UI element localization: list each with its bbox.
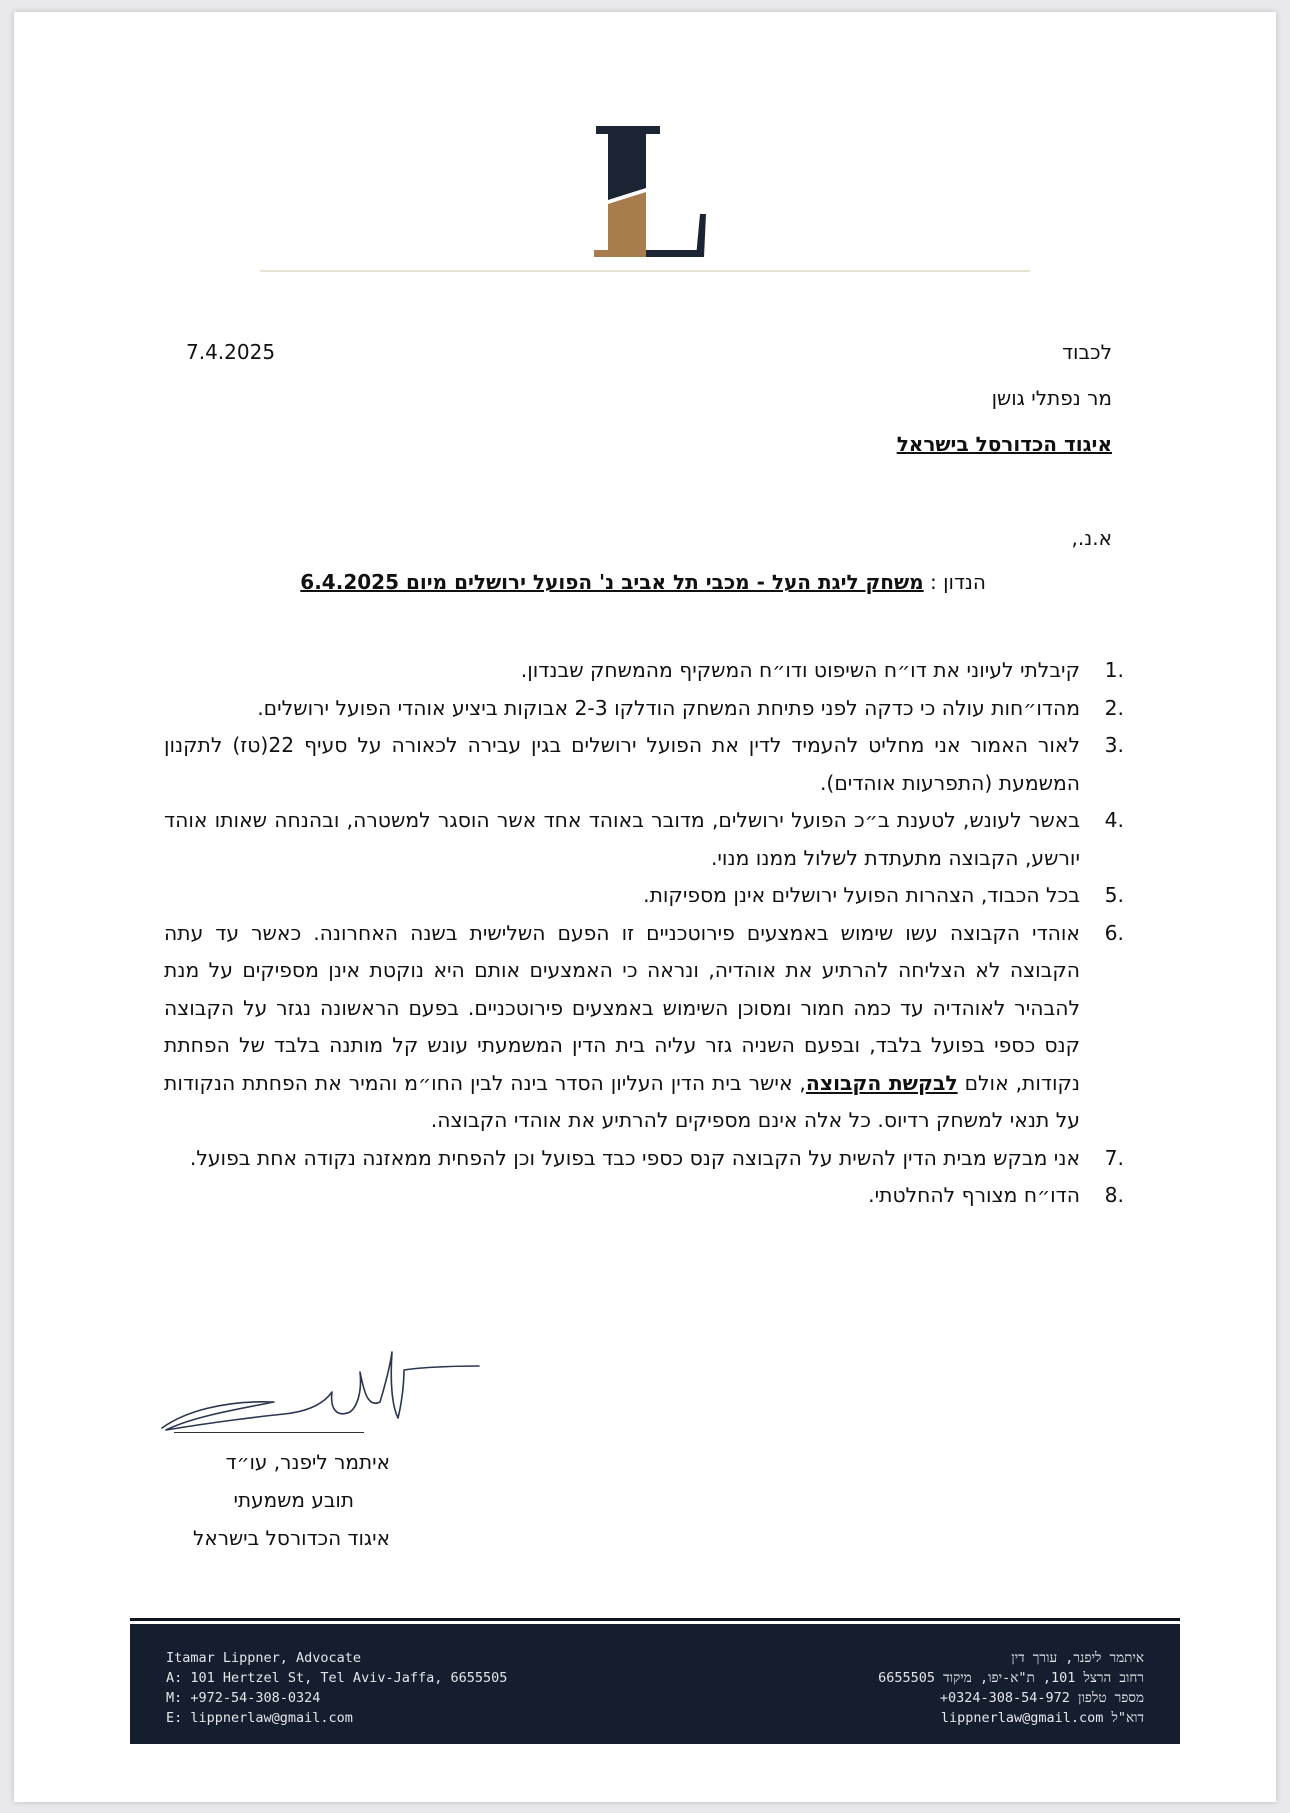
- lippner-logo: [584, 112, 734, 272]
- list-item: 7. אני מבקש מבית הדין להשית על הקבוצה קנס כספי כבד בפועל וכן להפחית ממאזנה נקודה אחת בפועל.: [189, 1145, 1124, 1170]
- signatory-role: תובע משמעתי: [233, 1488, 354, 1512]
- letterhead-footer: [130, 1618, 1180, 1744]
- letter-date: 7.4.2025: [186, 340, 276, 364]
- list-item: 4. באשר לעונש, לטענת ב״כ הפועל ירושלים, מדובר באוהד אחד אשר הוסגר למשטרה, ובהנחה שאותו אוהד יורשע, הקבוצה מתעתדת לשלול ממנו מנוי.: [164, 808, 1124, 870]
- salutation: א.נ.,: [1071, 526, 1112, 550]
- list-item: 2. מהדו״חות עולה כי כדקה לפני פתיחת המשחק הודלקו 2-3 אבוקות ביציע אוהדי הפועל ירושלים.: [257, 695, 1124, 720]
- signature-line: [174, 1432, 364, 1433]
- recipient-organization: איגוד הכדורסל בישראל: [896, 432, 1112, 456]
- handwritten-signature: [154, 1342, 484, 1442]
- footer-top-rule: [130, 1618, 1180, 1624]
- footer-contact-hebrew: איתמר ליפנר, עורך דין רחוב הרצל 101, ת"א-יפו, מיקוד 6655505 מספר טלפון 0324-308-54-972+ דוא"ל lippnerlaw@gmail.com: [878, 1650, 1144, 1726]
- list-item: 6. אוהדי הקבוצה עשו שימוש באמצעים פירוטכניים זו הפעם השלישית בשנה האחרונה. כאשר עד עתה הקבוצה לא הצליחה להרתיע את אוהדיה, ונראה כי האמצעים אותם היא נוקטת אינן מספיקים על מנת להבהיר לאוהדיה עד כמה חמור ומסוכן השימוש באמצעים פירוטכניים. בפעם הראשונה נגזר על הקבוצה קנס כספי בפועל בלבד, ובפעם השניה גזר עליה בית הדין המשמעתי עונש קל מותנה בלבד של הפחתת נקודות, אולם לבקשת הקבוצה, אישר בית הדין העליון הסדר בינה לבין החו״מ והמיר את הפחתת הנקודות על תנאי למשחק רדיוס. כל אלה אינם מספיקים להרתיע את אוהדי הקבוצה.: [164, 920, 1124, 1132]
- signatory-organization: איגוד הכדורסל בישראל: [192, 1526, 390, 1550]
- footer-contact-english: Itamar Lippner, Advocate A: 101 Hertzel St, Tel Aviv-Jaffa, 6655505 M: +972-54-308-0324 E: lippnerlaw@gmail.com: [166, 1650, 508, 1726]
- subject-text: משחק ליגת העל - מכבי תל אביב נ' הפועל ירושלים מיום 6.4.2025: [300, 570, 924, 594]
- recipient-name: מר נפתלי גושן: [991, 386, 1112, 410]
- list-item: 3. לאור האמור אני מחליט להעמיד לדין את הפועל ירושלים בגין עבירה לכאורה על סעיף 22(טז) לתקנון המשמעת (התפרעות אוהדים).: [164, 733, 1124, 795]
- decision-items: [164, 652, 1124, 1215]
- header-divider: [260, 270, 1030, 272]
- list-item: 8. הדו״ח מצורף להחלטתי.: [868, 1183, 1124, 1207]
- subject-line: [300, 568, 986, 596]
- list-item: 5. בכל הכבוד, הצהרות הפועל ירושלים אינן מספיקות.: [643, 883, 1124, 907]
- recipient-honorific: לכבוד: [1062, 340, 1112, 364]
- subject-label: הנדון :: [930, 570, 986, 594]
- emphasis-team-request: לבקשת הקבוצה: [805, 1070, 958, 1095]
- list-item: 1. קיבלתי לעיוני את דו״ח השיפוט ודו״ח המשקיף מהמשחק שבנדון.: [520, 658, 1124, 682]
- signatory-name: איתמר ליפנר, עו״ד: [225, 1450, 390, 1474]
- letter-page: [14, 12, 1276, 1802]
